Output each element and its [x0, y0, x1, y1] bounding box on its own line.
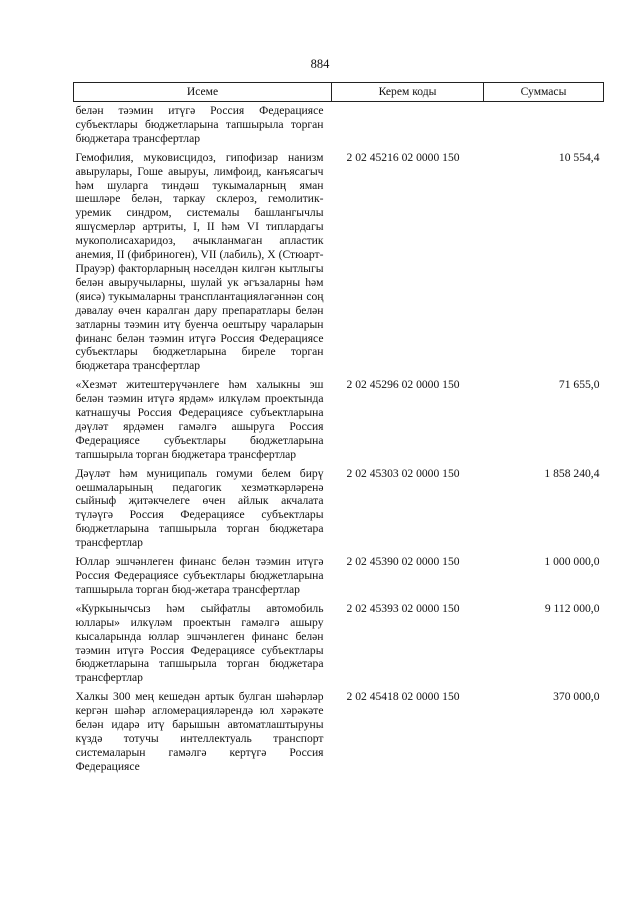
- row-sum: 1 858 240,4: [544, 466, 600, 480]
- table-row: [74, 373, 604, 461]
- table-row: [74, 146, 604, 374]
- row-name: «Куркынычсыз һәм сыйфатлы автомобиль юллары» илкүләм проектын гамәлгә ашыру кысаларында юллар эшчәнлеген финанс белән тәэмин итүгә Россия Федерациясе субъектлары бюджетларына тапшырыла торган бюджетара трансфертлар: [75, 601, 324, 685]
- table-row: [74, 462, 604, 550]
- budget-table: [73, 82, 604, 774]
- row-sum: [484, 102, 604, 146]
- table-header-row: [74, 83, 604, 102]
- row-code: 2 02 45216 02 0000 150: [346, 150, 460, 164]
- row-name: Юллар эшчәнлеген финанс белән тәэмин итүгә Россия Федерациясе субъектлары бюджетларына тапшырыла торган бюд-жетара трансфертлар: [75, 555, 324, 596]
- row-name: Гемофилия, муковисцидоз, гипофизар нанизм авырулары, Гоше авыруы, лимфоид, канъясагыч һәм шуларга тиндәш тукымаларның яман шешләре белән, таркау склероз, гемолитик-уремик синдром, системалы башлангычлы яшүсмерләр артриты, I, II һәм VI типлардагы мукополисахаридоз, ачыкланмаган апластик анемия, II (фибриноген), VII (лабиль), X (Стюарт-Прауэр) факторларның нәселдән килгән кытлыгы белән авыручыларны, шулай ук әгъзаларны һәм (яисә) тукымаларны трансплантацияләгәннән соң дәвалау өчен каралган дару препаратлары белән затларны тәэмин итү буенча оештыру чараларын финанс белән тәэмин итүгә Россия Федерациясе субъектлары бюджетларына биреле торган бюджетара трансфертлар: [75, 150, 324, 373]
- row-name: белән тәэмин итүгә Россия Федерациясе субъектлары бюджетларына тапшырыла торган бюджетара трансфертлар: [75, 104, 324, 145]
- table-row: [74, 685, 604, 773]
- table-row: [74, 102, 604, 146]
- row-sum: 370 000,0: [553, 690, 600, 704]
- row-sum: 71 655,0: [558, 378, 600, 392]
- row-code: [332, 102, 484, 146]
- table-row: [74, 550, 604, 597]
- table-row: [74, 597, 604, 685]
- row-name: «Хезмәт житештерүчәнлеге һәм халыкны эш белән тәэмин итүгә ярдәм» илкүләм проектында катнашучы Россия Федерациясе субъектларына дәүләт ярдәмен гамәлгә ашыруга Россия Федерациясе субъектлары бюджетларына тапшырыла торган бюджетара трансфертлар: [75, 378, 324, 461]
- column-header-code: Керем коды: [332, 83, 484, 102]
- row-sum: 9 112 000,0: [544, 601, 600, 615]
- row-sum: 10 554,4: [558, 150, 600, 164]
- row-code: 2 02 45418 02 0000 150: [346, 690, 460, 704]
- page-number: 884: [310, 57, 330, 71]
- row-code: 2 02 45390 02 0000 150: [346, 555, 460, 569]
- row-code: 2 02 45296 02 0000 150: [346, 378, 460, 392]
- column-header-name: Исеме: [74, 83, 332, 102]
- row-code: 2 02 45303 02 0000 150: [346, 466, 460, 480]
- column-header-sum: Суммасы: [484, 83, 604, 102]
- row-name: Дәүләт һәм муниципаль гомуми белем бирү оешмаларының педагогик хезмәткәрләренә сыйныф җитәкчелеге өчен айлык акчалата түләүгә Россия Федерациясе субъектлары бюджетларына тапшырыла торган бюджетара трансфертлар: [75, 466, 324, 550]
- row-name: Халкы 300 мең кешедән артык булган шәһәрләр кергән шәһәр агломерацияләрендә юл хәрәкәте белән идарә итү барышын автоматлаштыруны күздә тотучы интеллектуаль транспорт системаларын гамәлгә кертүгә Россия Федерациясе: [75, 690, 324, 773]
- row-code: 2 02 45393 02 0000 150: [346, 601, 460, 615]
- row-sum: 1 000 000,0: [544, 555, 600, 569]
